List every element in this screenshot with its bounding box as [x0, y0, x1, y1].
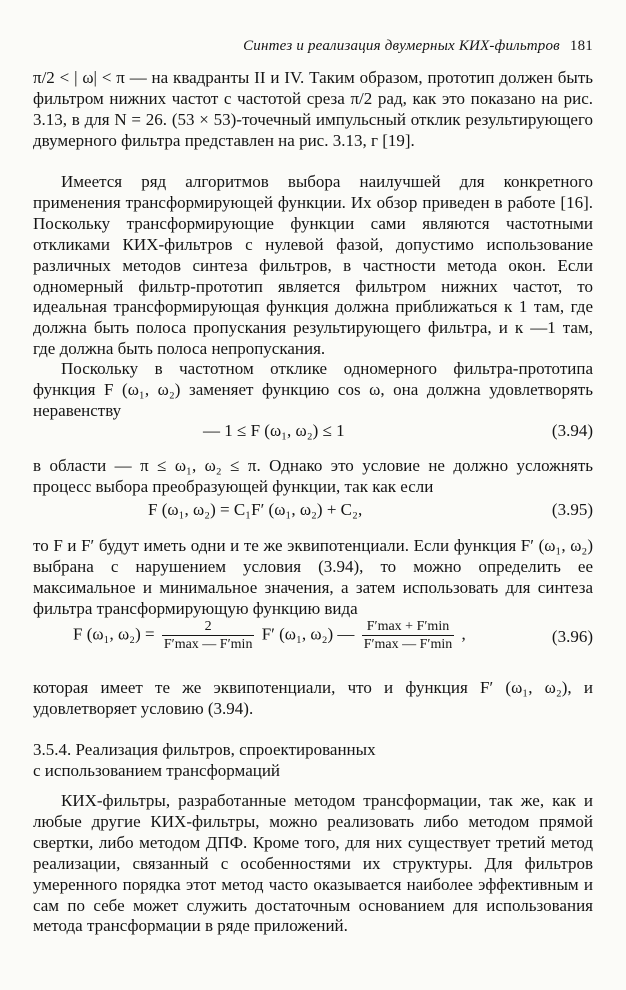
fraction-1-denominator: F′max — F′min — [163, 637, 253, 652]
equation-3-96 — [33, 618, 593, 660]
equation-3-96-fraction-1 — [162, 618, 255, 653]
page-number: 181 — [569, 38, 593, 54]
equation-3-96-lhs: F (ω₁, ω₂) = — [73, 624, 155, 644]
paragraph-3: Поскольку в частотном отклике одномерного фильтра-прототипа функция F (ω₁, ω₂) заменяет функцию cos ω, она должна удовлетворять неравенству — [33, 359, 593, 420]
equation-3-94-body: — 1 ≤ F (ω₁, ω₂) ≤ 1 — [203, 421, 345, 440]
equation-3-95 — [33, 500, 593, 526]
running-header — [243, 38, 593, 55]
paragraph-5: то F и F′ будут иметь одни и те же эквипотенциали. Если функция F′ (ω₁, ω₂) выбрана с нарушением условия (3.94), то можно определить ее максимальное и минимальное значения, а затем использовать для синтеза фильтра трансформирующую функцию вида — [33, 536, 593, 618]
paragraph-7: КИХ-фильтры, разработанные методом трансформации, так же, как и любые другие КИХ-фильтры, можно реализовать либо методом прямой свертки, либо методом ДПФ. Кроме того, для них существует третий метод реализации, связанный с особенностями их структуры. Для фильтров умеренного порядка этот метод часто оказывается наиболее эффективным и сам по себе может служить достаточным основанием для использования метода трансформации в ряде приложений. — [33, 791, 593, 936]
section-heading — [33, 739, 553, 781]
fraction-2-numerator: F′max + F′min — [366, 619, 450, 634]
paragraph-4: в области — π ≤ ω₁, ω₂ ≤ π. Однако это условие не должно усложнять процесс выбора преобразующей функции, так как если — [33, 456, 593, 496]
equation-3-94 — [33, 421, 593, 447]
equation-3-96-tail: , — [461, 624, 466, 644]
fraction-1-numerator: 2 — [204, 619, 212, 634]
paragraph-2: Имеется ряд алгоритмов выбора наилучшей для конкретного применения трансформирующей функции. Их обзор приведен в работе [16]. Поскольку трансформирующие функции сами являются частотными откликами КИХ-фильтров с нулевой фазой, допустимо использование различных методов синтеза фильтров, в частности метода окон. Если одномерный фильтр-прототип является фильтром нижних частот, то идеальная трансформирующая функция должна приближаться к 1 там, где должна быть полоса пропускания результирующего фильтра, и к —1 там, где должна быть полоса непропускания. — [33, 172, 593, 359]
equation-3-95-body: F (ω₁, ω₂) = C₁F′ (ω₁, ω₂) + C₂, — [148, 500, 363, 519]
equation-3-96-middle: F′ (ω₁, ω₂) — — [261, 624, 355, 644]
equation-3-96-body — [73, 618, 466, 653]
section-heading-line-1: 3.5.4. Реализация фильтров, спроектированных — [33, 740, 376, 759]
paragraph-6: которая имеет те же эквипотенциали, что и функция F′ (ω₁, ω₂), и удовлетворяет условию (3.94). — [33, 678, 593, 718]
equation-3-96-number: (3.96) — [551, 627, 593, 646]
equation-3-96-fraction-2 — [362, 618, 455, 653]
equation-3-94-number: (3.94) — [551, 421, 593, 440]
fraction-2-denominator: F′max — F′min — [363, 637, 453, 652]
paragraph-1: π/2 < | ω| < π — на квадранты II и IV. Таким образом, прототип должен быть фильтром нижних частот с частотой среза π/2 рад, как это показано на рис. 3.13, в для N = 26. (53 × 53)-точечный импульсный отклик результирующего двумерного фильтра представлен на рис. 3.13, г [19]. — [33, 68, 593, 150]
equation-3-95-number: (3.95) — [551, 500, 593, 519]
section-heading-line-2: с использованием трансформаций — [33, 761, 281, 780]
running-title: Синтез и реализация двумерных КИХ-фильтров — [243, 38, 560, 54]
